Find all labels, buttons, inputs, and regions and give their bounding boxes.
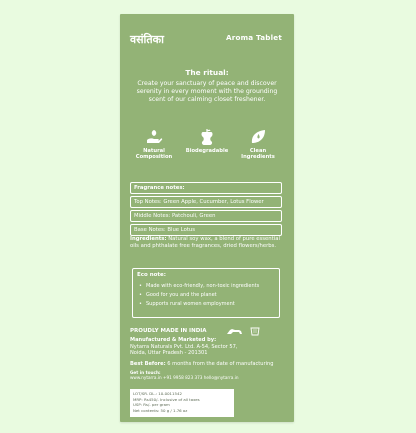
feature-label: Clean Ingredients: [241, 148, 275, 161]
feature-label: Natural Composition: [135, 148, 173, 161]
fragrance-top-notes: Top Notes: Green Apple, Cucumber, Lotus Flower: [130, 196, 282, 208]
eco-note-box: [132, 268, 280, 318]
feature-clean-ingredients: [232, 128, 284, 160]
feature-natural-composition: [128, 128, 180, 160]
best-before: [130, 361, 282, 367]
info-line: LOT/SR. DL.: 10-0011542: [133, 391, 182, 396]
fragrance-middle-notes: Middle Notes: Patchouli, Green: [130, 210, 282, 222]
hand-leaf-icon: [145, 128, 163, 146]
apple-core-icon: [198, 128, 216, 146]
product-name: Aroma Tablet: [225, 33, 282, 42]
compost-icon: [248, 326, 262, 336]
product-box-panel: [120, 14, 294, 422]
ingredients-text: Natural soy wax, a blend of pure essential oils and phthalate free fragrances, dried flowers/herbs.: [130, 236, 280, 249]
feature-biodegradable: [181, 128, 233, 154]
list-item: • Good for you and the planet: [139, 291, 277, 300]
fragrance-base-notes: Base Notes: Blue Lotus: [130, 224, 282, 236]
ritual-description: Create your sanctuary of peace and discover serenity in every moment with the grounding scent of our calming closet freshener.: [136, 80, 278, 103]
ingredients-label: Ingredients:: [130, 236, 167, 242]
list-item: • Made with eco-friendly, non-toxic ingredients: [139, 282, 277, 291]
leaf-drop-icon: [249, 128, 267, 146]
info-box: [130, 389, 234, 417]
fragrance-notes-title: Fragrance notes:: [130, 182, 282, 194]
manufacturer-info: [130, 337, 282, 357]
manufacturer-label: Manufactured & Marketed by:: [130, 337, 217, 343]
ritual-title: The ritual:: [185, 68, 229, 77]
info-line: Net contents: 50 g / 1.76 oz: [133, 407, 188, 413]
brand-logo: वसंतिका: [130, 33, 164, 46]
feature-label: Biodegradable: [185, 148, 229, 154]
contact-label: Get in touch:: [130, 370, 161, 375]
contact-info: [130, 370, 282, 380]
manufacturer-address-line2: Noida, Uttar Pradesh - 201301: [130, 350, 208, 357]
ingredients: [130, 236, 282, 250]
info-line: USP: Rs/- per gram: [133, 402, 170, 408]
contact-details: www.nytarra.in +91 9958 823 373 hello@nytarra.in: [130, 375, 239, 380]
list-item: • Supports rural women employment: [139, 300, 277, 309]
feature-icons: [128, 128, 286, 170]
lion-emblem-icon: [226, 326, 244, 336]
best-before-label: Best Before:: [130, 361, 166, 367]
manufacturer-address-line1: Nytarra Naturals Pvt. Ltd. A-54, Sector 57,: [130, 343, 238, 350]
header: [130, 32, 282, 48]
info-line: MRP: Rs450/- Inclusive of all taxes: [133, 396, 200, 402]
made-in-india-text: PROUDLY MADE IN INDIA: [130, 328, 207, 334]
eco-note-title: Eco note:: [137, 272, 166, 278]
best-before-text: 6 months from the date of manufacturing: [167, 361, 274, 367]
made-in-india: [130, 326, 282, 336]
eco-note-list: [139, 282, 277, 309]
